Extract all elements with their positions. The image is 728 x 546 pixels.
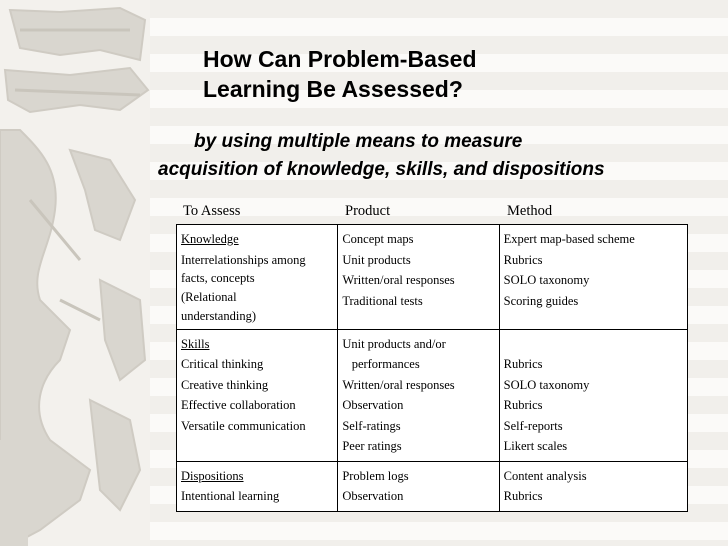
cell-line: Versatile communication — [181, 418, 306, 433]
category-label: Knowledge — [181, 232, 239, 246]
cell-line: Expert map-based scheme — [503, 232, 635, 246]
cell-product — [338, 225, 499, 330]
cell-line: Intentional learning — [181, 489, 280, 503]
table-row-skills — [177, 329, 688, 461]
assessment-table — [176, 224, 688, 512]
cell-to-assess — [177, 225, 338, 330]
cell-line: Written/oral responses — [342, 273, 455, 287]
cell-to-assess — [177, 329, 338, 461]
cell-line — [504, 334, 684, 355]
cell-line: performances — [342, 357, 420, 371]
cell-line: Self-reports — [503, 418, 563, 433]
cell-line: Content analysis — [503, 468, 587, 483]
category-label: Skills — [181, 336, 210, 351]
slide-subtitle — [158, 128, 728, 184]
cell-line: Concept maps — [342, 232, 414, 246]
cell-line: (Relational — [181, 290, 237, 304]
table-column-headers — [183, 203, 683, 223]
cell-line: Rubrics — [503, 398, 543, 412]
cell-line: Written/oral responses — [342, 377, 455, 392]
cell-product — [338, 461, 499, 511]
cell-line: Critical thinking — [181, 357, 264, 371]
cell-line: understanding) — [181, 308, 256, 323]
cell-line: Interrelationships among — [181, 252, 306, 267]
cell-line: Self-ratings — [342, 418, 401, 433]
slide-title-line-2: Learning Be Assessed? — [203, 76, 463, 102]
cell-line: Likert scales — [503, 439, 568, 453]
column-header-to-assess: To Assess — [183, 203, 241, 219]
slide-subtitle-line-1: by using multiple means to measure — [194, 131, 523, 152]
slide-subtitle-line-2: acquisition of knowledge, skills, and dispositions — [158, 159, 605, 180]
cell-line: Problem logs — [342, 468, 409, 483]
cell-line: Effective collaboration — [181, 398, 296, 412]
cell-line: SOLO taxonomy — [503, 273, 590, 287]
cell-line: Rubrics — [503, 252, 543, 267]
cell-product — [338, 329, 499, 461]
cell-method — [499, 225, 687, 330]
cell-line: Creative thinking — [181, 377, 269, 392]
column-header-method: Method — [507, 203, 553, 219]
cell-to-assess — [177, 461, 338, 511]
cell-line: Scoring guides — [503, 293, 579, 308]
category-label: Dispositions — [181, 468, 244, 483]
cell-method — [499, 329, 687, 461]
cell-line: SOLO taxonomy — [503, 377, 590, 392]
table-row-knowledge — [177, 225, 688, 330]
left-sketch-art — [0, 0, 150, 546]
cell-line: Rubrics — [503, 489, 543, 503]
column-header-product: Product — [345, 203, 391, 219]
cell-line: Traditional tests — [342, 293, 423, 308]
slide-title — [203, 44, 477, 104]
cell-line: Peer ratings — [342, 439, 402, 453]
cell-line: Rubrics — [503, 357, 543, 371]
slide-title-line-1: How Can Problem-Based — [203, 46, 477, 72]
table-row-dispositions — [177, 461, 688, 511]
cell-line: facts, concepts — [181, 271, 255, 285]
cell-line: Unit products — [342, 252, 411, 267]
cell-line: Observation — [342, 489, 404, 503]
cell-line: Unit products and/or — [342, 336, 446, 351]
cell-method — [499, 461, 687, 511]
cell-line: Observation — [342, 398, 404, 412]
